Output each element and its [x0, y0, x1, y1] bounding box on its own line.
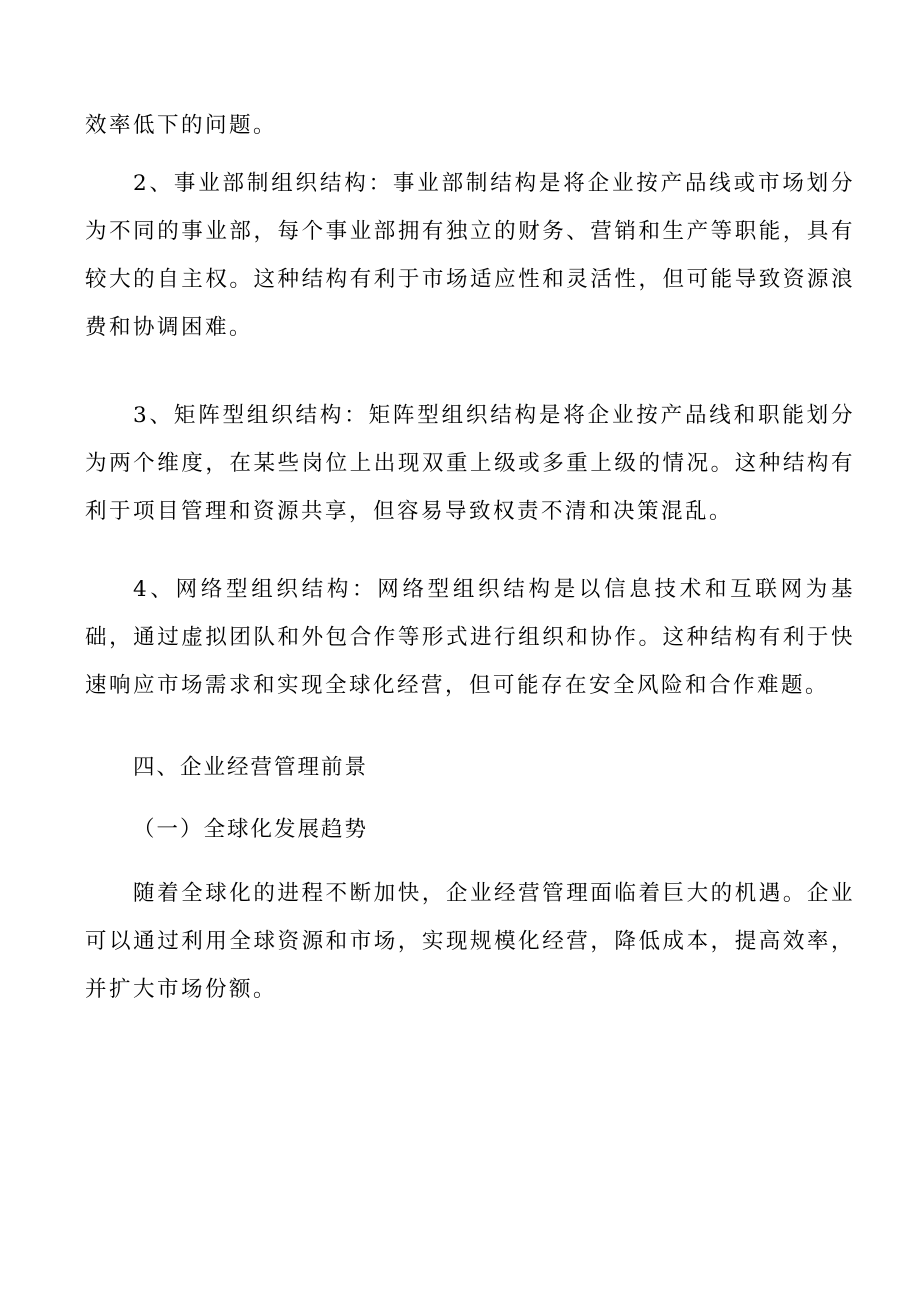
subsection-heading: （一）全球化发展趋势 — [133, 817, 369, 842]
paragraph-network-structure: 4、网络型组织结构：网络型组织结构是以信息技术和互联网为基础，通过虚拟团队和外包合作等形式进行组织和协作。这种结构有利于快速响应市场需求和实现全球化经营，但可能存在安全风险和合作难题。 — [85, 577, 855, 698]
paragraph-globalization: 随着全球化的进程不断加快，企业经营管理面临着巨大的机遇。企业可以通过利用全球资源和市场，实现规模化经营，降低成本，提高效率，并扩大市场份额。 — [85, 881, 855, 1002]
paragraph-divisional-structure: 2、事业部制组织结构：事业部制结构是将企业按产品线或市场划分为不同的事业部，每个事业部拥有独立的财务、营销和生产等职能，具有较大的自主权。这种结构有利于市场适应性和灵活性，但可能导致资源浪费和协调困难。 — [85, 171, 855, 340]
section-heading: 四、企业经营管理前景 — [133, 755, 369, 780]
paragraph-continuation: 效率低下的问题。 — [85, 113, 278, 138]
paragraph-matrix-structure: 3、矩阵型组织结构：矩阵型组织结构是将企业按产品线和职能划分为两个维度，在某些岗位上出现双重上级或多重上级的情况。这种结构有利于项目管理和资源共享，但容易导致权责不清和决策混乱。 — [85, 403, 855, 524]
